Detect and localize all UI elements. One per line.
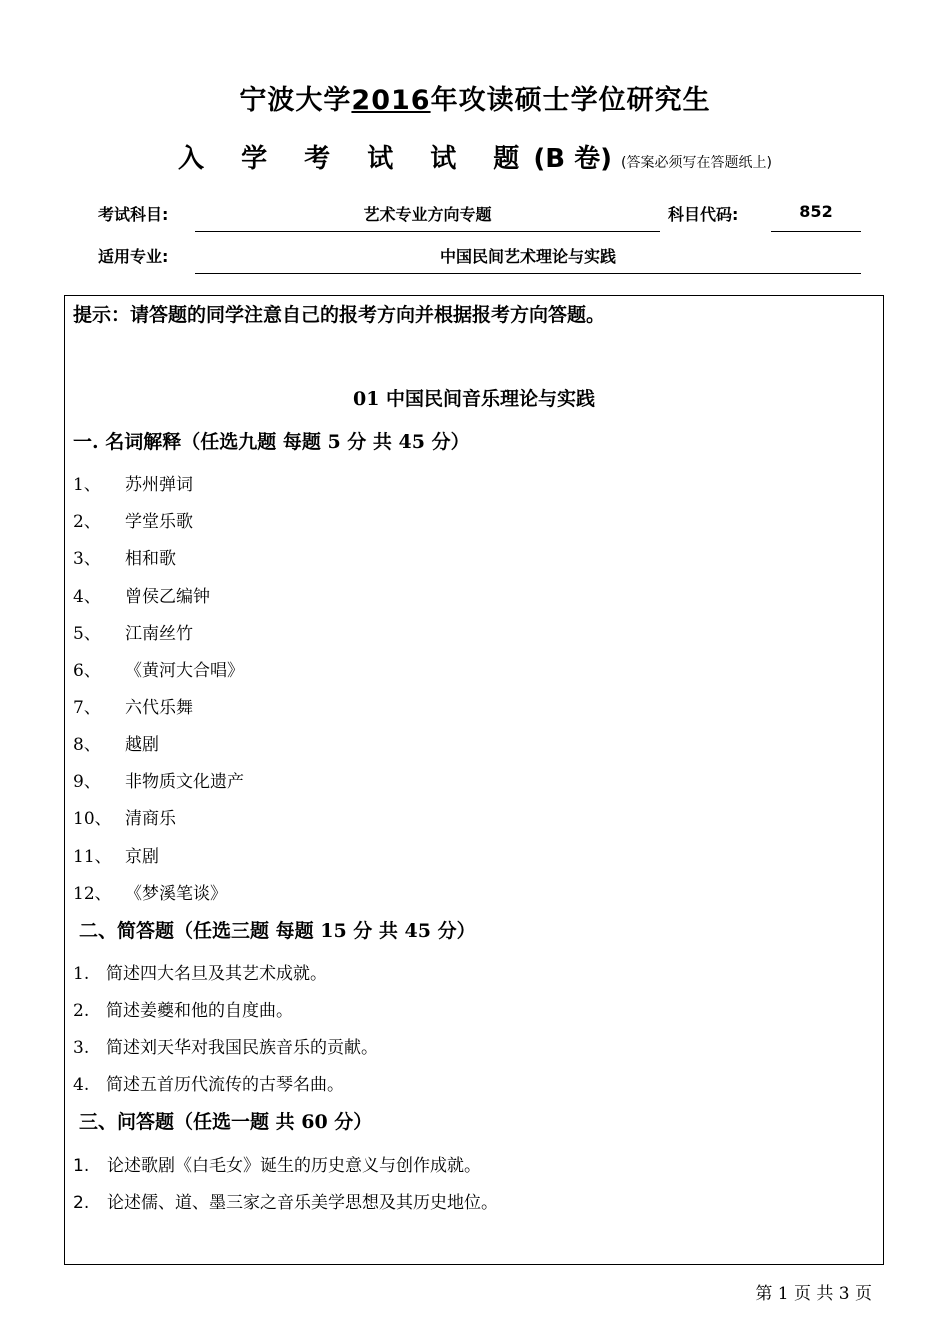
list-item: 9、 非物质文化遗产 xyxy=(73,772,244,792)
list-item: 4、 曾侯乙编钟 xyxy=(73,587,210,607)
list-item: 6、 《黄河大合唱》 xyxy=(73,661,244,681)
list-item: 4. 简述五首历代流传的古琴名曲。 xyxy=(73,1075,344,1095)
major-value: 中国民间艺术理论与实践 xyxy=(439,247,616,266)
list-item: 12、 《梦溪笔谈》 xyxy=(73,884,227,904)
part2-heading: 二、简答题（任选三题 每题 15 分 共 45 分） xyxy=(79,920,476,942)
section-title: 01 中国民间音乐理论与实践 xyxy=(352,388,596,410)
list-item: 2. 简述姜夔和他的自度曲。 xyxy=(73,1001,293,1021)
code-label: 科目代码: xyxy=(668,205,739,224)
list-item: 7、 六代乐舞 xyxy=(73,698,193,718)
major-underline xyxy=(195,273,861,274)
major-label: 适用专业: xyxy=(98,247,169,266)
list-item: 2. 论述儒、道、墨三家之音乐美学思想及其历史地位。 xyxy=(73,1193,498,1213)
subtitle-paper: (B 卷) xyxy=(533,144,612,174)
hint-text: 提示：请答题的同学注意自己的报考方向并根据报考方向答题。 xyxy=(73,304,606,326)
code-value: 852 xyxy=(799,202,833,221)
code-underline xyxy=(771,231,861,232)
list-item: 5、 江南丝竹 xyxy=(73,624,193,644)
title-rest: 年攻读硕士学位研究生 xyxy=(430,85,711,116)
list-item: 1、 苏州弹词 xyxy=(73,475,193,495)
list-item: 1. 论述歌剧《白毛女》诞生的历史意义与创作成就。 xyxy=(73,1156,481,1176)
list-item: 10、 清商乐 xyxy=(73,809,176,829)
subtitle-note: (答案必须写在答题纸上) xyxy=(621,155,772,171)
list-item: 2、 学堂乐歌 xyxy=(73,512,193,532)
exam-subtitle xyxy=(0,138,950,175)
list-item: 11、 京剧 xyxy=(73,847,159,867)
page-number: 第 1 页 共 3 页 xyxy=(755,1284,872,1304)
exam-title xyxy=(0,78,950,117)
title-year: 2016 xyxy=(351,85,431,116)
title-university: 宁波大学 xyxy=(239,85,352,116)
subject-value: 艺术专业方向专题 xyxy=(363,205,492,224)
list-item: 3. 简述刘天华对我国民族音乐的贡献。 xyxy=(73,1038,378,1058)
question-box xyxy=(64,295,884,1265)
subtitle-main: 入 学 考 试 试 题 xyxy=(178,144,534,174)
list-item: 1. 简述四大名旦及其艺术成就。 xyxy=(73,964,327,984)
part3-heading: 三、问答题（任选一题 共 60 分） xyxy=(79,1111,373,1133)
part1-heading: 一. 名词解释（任选九题 每题 5 分 共 45 分） xyxy=(73,431,470,453)
list-item: 3、 相和歌 xyxy=(73,549,176,569)
subject-underline xyxy=(195,231,660,232)
subject-label: 考试科目: xyxy=(98,205,169,224)
list-item: 8、 越剧 xyxy=(73,735,159,755)
